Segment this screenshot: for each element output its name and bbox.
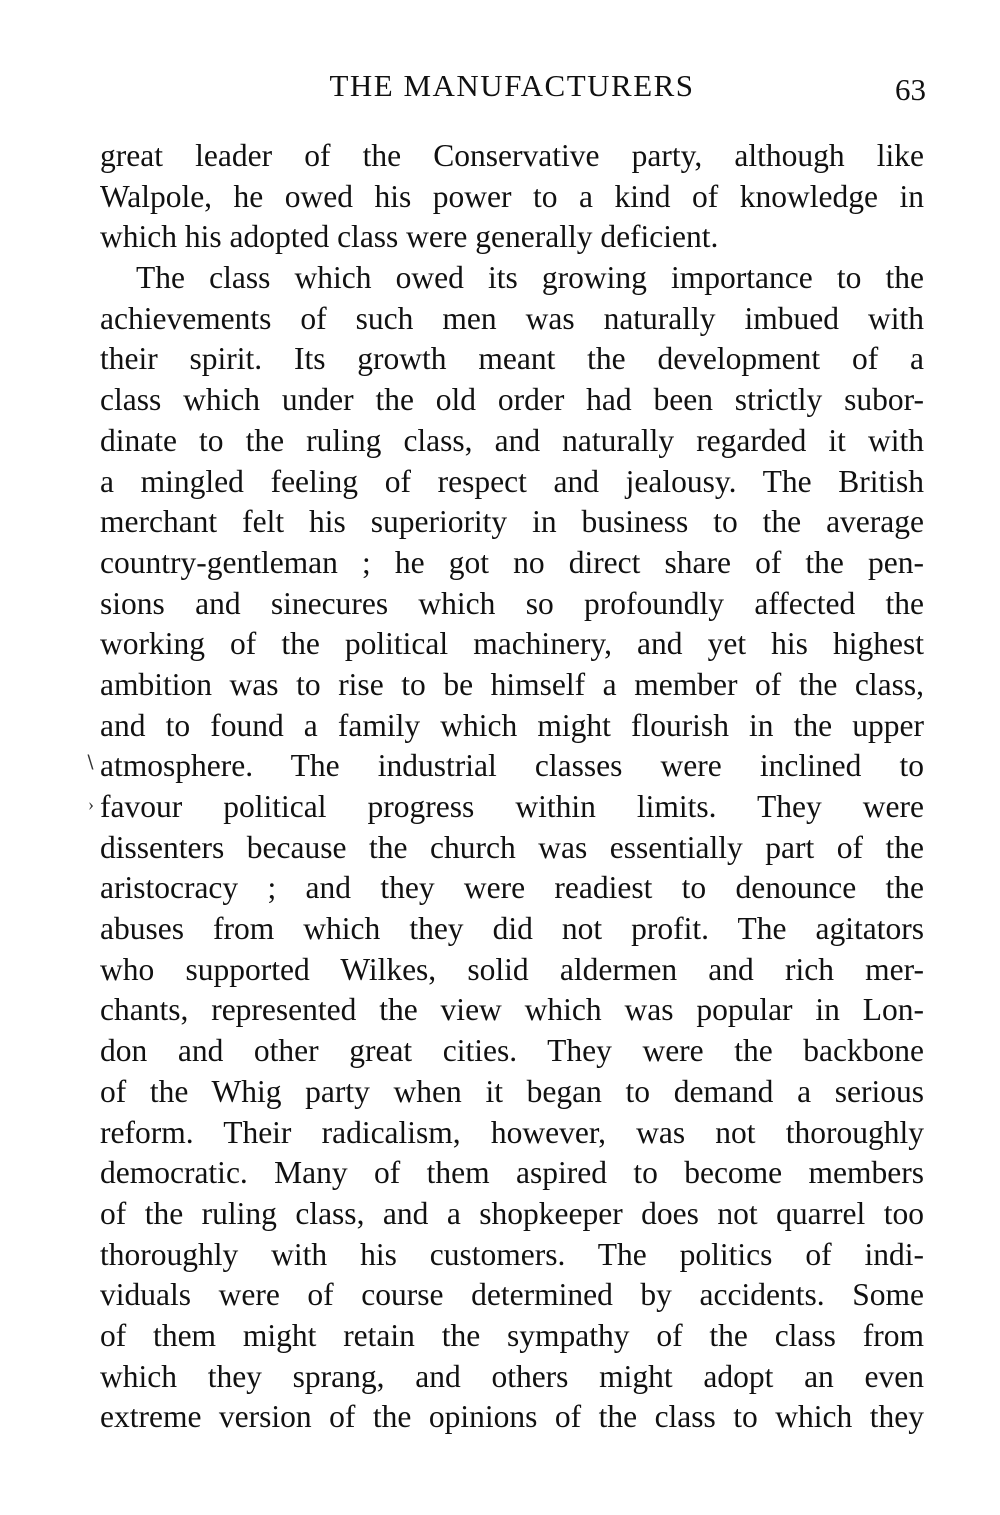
running-head (96, 66, 928, 106)
running-title: THE MANUFACTURERS (329, 68, 695, 103)
margin-mark: › (88, 794, 94, 814)
text-line: Walpole, he owed his power to a kind of knowledge in (100, 178, 924, 214)
text-line: of the ruling class, and a shopkeeper does not quarrel too (100, 1195, 924, 1231)
text-line: dinate to the ruling class, and naturally regarded it with (100, 422, 924, 458)
text-line: of them might retain the sympathy of the class from (100, 1317, 924, 1353)
text-line: merchant felt his superiority in business to the average (100, 504, 924, 540)
text-line: great leader of the Conservative party, although like (100, 138, 924, 173)
text-line: favour political progress within limits. They were (100, 789, 924, 824)
text-line: who supported Wilkes, solid aldermen and rich mer- (100, 951, 924, 987)
text-line: of the Whig party when it began to demand a serious (100, 1073, 924, 1109)
text-line: working of the political machinery, and yet his highest (100, 626, 924, 662)
text-line: country-gentleman ; he got no direct share of the pen- (100, 544, 924, 580)
text-line: reform. Their radicalism, however, was not thoroughly (100, 1114, 924, 1150)
text-line: thoroughly with his customers. The politics of indi- (100, 1236, 924, 1272)
text-line: sions and sinecures which so profoundly affected the (100, 585, 924, 621)
body-text (100, 136, 924, 1438)
text-line: extreme version of the opinions of the class to which they (100, 1399, 924, 1435)
text-line: their spirit. Its growth meant the development of a (100, 341, 924, 377)
text-line: democratic. Many of them aspired to become members (100, 1155, 924, 1191)
text-line: abuses from which they did not profit. The agitators (100, 911, 924, 947)
text-line: which his adopted class were generally deficient. (100, 219, 719, 255)
margin-mark: ∖ (84, 752, 96, 772)
text-line: chants, represented the view which was popular in Lon- (100, 992, 924, 1028)
text-line: don and other great cities. They were the backbone (100, 1033, 924, 1069)
text-line: a mingled feeling of respect and jealousy. The British (100, 463, 924, 499)
text-line: achievements of such men was naturally imbued with (100, 300, 924, 336)
text-line: dissenters because the church was essentially part of the (100, 829, 924, 865)
text-line: which they sprang, and others might adopt an even (100, 1358, 924, 1394)
page-number: 63 (895, 72, 926, 107)
text-line: class which under the old order had been strictly subor- (100, 382, 924, 418)
text-line: and to found a family which might flourish in the upper (100, 707, 924, 743)
text-line: atmosphere. The industrial classes were inclined to (100, 748, 924, 784)
text-line: aristocracy ; and they were readiest to denounce the (100, 870, 924, 906)
text-line: ambition was to rise to be himself a member of the class, (100, 666, 924, 702)
text-line: viduals were of course determined by accidents. Some (100, 1277, 924, 1313)
text-line: The class which owed its growing importance to the (136, 260, 924, 296)
